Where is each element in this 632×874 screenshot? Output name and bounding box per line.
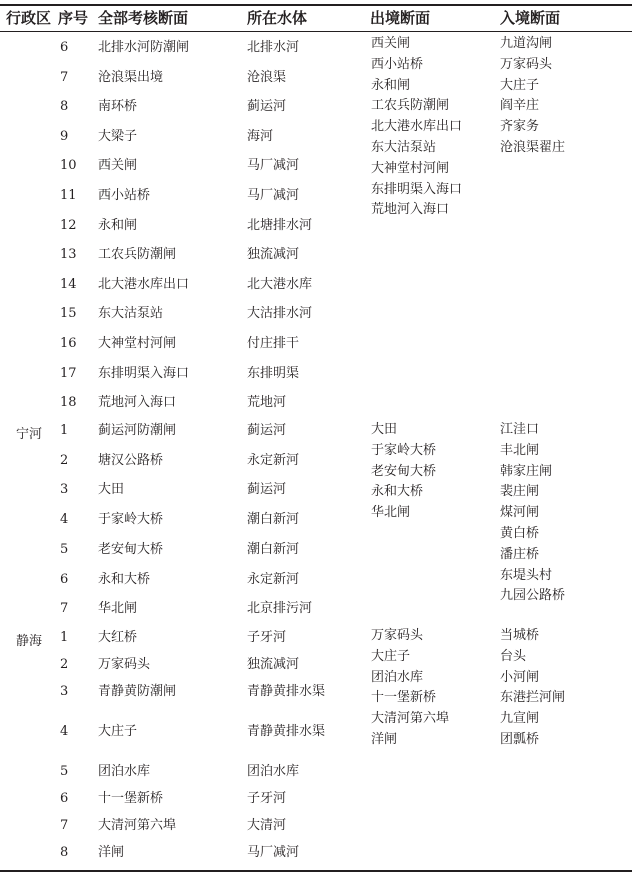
exit-section-item: 洋闸 [371,731,398,747]
exit-section-item: 老安甸大桥 [371,463,437,479]
row-water: 大清河 [247,818,287,833]
header-exit: 出境断面 [370,9,431,27]
row-water: 独流减河 [247,657,300,672]
row-section: 南环桥 [98,99,138,115]
row-seq: 18 [60,395,77,411]
row-seq: 1 [60,630,69,645]
row-water: 永定新河 [247,571,300,587]
row-section: 工农兵防潮闸 [98,247,177,263]
table-row [0,758,360,785]
entry-section-item: 韩家庄闸 [500,463,553,479]
table-row [0,241,360,271]
table-row [0,536,360,566]
row-section: 青静黄防潮闸 [98,684,177,699]
top-rule [0,4,632,6]
row-section: 永和大桥 [98,571,151,587]
table-row [0,389,360,419]
row-water: 青静黄排水渠 [247,684,326,699]
table-row [0,182,360,212]
entry-section-item: 万家码头 [500,56,553,72]
row-water: 青静黄排水渠 [247,724,326,739]
entry-section-item: 九道沟闸 [500,36,553,51]
row-seq: 5 [60,764,69,779]
exit-section-item: 大神堂村河闸 [371,160,450,176]
entry-section-item: 台头 [500,648,527,664]
table-row [0,123,360,153]
row-seq: 10 [60,158,77,174]
row-section: 西关闸 [98,158,138,174]
row-seq: 11 [60,188,77,203]
entry-section-item: 黄白桥 [500,525,540,541]
row-water: 潮白新河 [247,541,300,557]
row-section: 蓟运河防潮闸 [98,423,177,438]
exit-section-item: 北大港水库出口 [371,119,463,135]
exit-section-list [371,34,462,221]
table-row [0,300,360,330]
row-section: 大田 [98,482,125,498]
row-water: 独流减河 [247,247,300,263]
row-water: 蓟运河 [247,99,287,115]
row-section: 团泊水库 [98,764,151,779]
entry-section-list [500,420,565,607]
row-section: 塘汉公路桥 [98,452,164,468]
table-row [0,566,360,596]
row-seq: 2 [60,657,69,672]
row-section: 北排水河防潮闸 [98,40,190,55]
row-seq: 6 [60,791,69,806]
row-seq: 7 [60,69,69,85]
row-water: 马厂减河 [247,158,300,174]
header-seq: 序号 [58,9,89,27]
row-section: 东排明渠入海口 [98,365,190,381]
row-seq: 9 [60,128,69,144]
entry-section-item: 团瓢桥 [500,731,540,747]
row-seq: 3 [60,684,69,699]
exit-section-item: 东排明渠入海口 [371,181,463,197]
entry-section-item: 潘庄桥 [500,546,540,562]
entry-section-item: 东堤头村 [500,567,553,583]
row-seq: 15 [60,306,77,322]
header-water: 所在水体 [247,9,308,27]
row-water: 北排水河 [247,40,300,55]
row-seq: 3 [60,482,69,498]
entry-section-item: 九宣闸 [500,711,540,727]
row-seq: 4 [60,724,69,739]
exit-section-item: 于家岭大桥 [371,442,437,458]
row-section: 北大港水库出口 [98,276,190,292]
row-water: 永定新河 [247,452,300,468]
table-row [0,812,360,839]
row-seq: 16 [60,336,77,351]
row-seq: 14 [60,276,77,292]
row-water: 海河 [247,128,274,144]
bottom-rule [0,870,632,872]
row-water: 蓟运河 [247,423,287,438]
table-row [0,360,360,390]
exit-section-item: 十一堡新桥 [371,690,437,706]
row-section: 大庄子 [98,724,138,739]
table-row [0,624,360,651]
exit-section-item: 荒地河入海口 [371,202,450,218]
table-row [0,271,360,301]
row-water: 北京排污河 [247,601,313,617]
header-rule [0,31,632,32]
row-seq: 8 [60,99,69,115]
exit-section-item: 大田 [371,422,398,437]
table-row [0,152,360,182]
row-water: 北塘排水河 [247,217,313,233]
exit-section-item: 大清河第六埠 [371,711,450,727]
exit-section-item: 永和闸 [371,77,411,93]
row-water: 团泊水库 [247,764,300,779]
row-section: 永和闸 [98,217,138,233]
exit-section-list [371,420,436,524]
row-water: 马厂减河 [247,845,300,860]
exit-section-item: 华北闸 [371,505,411,521]
entry-section-item: 九园公路桥 [500,588,566,604]
header-section: 全部考核断面 [98,9,189,27]
exit-section-item: 大庄子 [371,648,411,664]
table-row [0,34,360,64]
row-seq: 6 [60,571,69,587]
row-water: 沧浪渠 [247,69,287,85]
row-water: 子牙河 [247,791,287,806]
row-seq: 7 [60,818,69,833]
entry-section-item: 齐家务 [500,119,540,135]
table-row [0,839,360,866]
row-seq: 7 [60,601,69,617]
row-seq: 13 [60,247,77,263]
entry-section-item: 煤河闸 [500,505,540,521]
table-row [0,785,360,812]
entry-section-item: 东港拦河闸 [500,690,566,706]
row-section: 洋闸 [98,845,125,860]
row-water: 东排明渠 [247,365,300,381]
row-section: 大梁子 [98,128,138,144]
exit-section-list [371,626,449,751]
entry-section-list [500,34,565,159]
table-row [0,417,360,447]
row-seq: 17 [60,365,77,381]
row-seq: 2 [60,452,69,468]
exit-section-item: 团泊水库 [371,669,424,685]
row-section: 于家岭大桥 [98,512,164,528]
row-section: 东大沽泵站 [98,306,164,322]
table-row [0,212,360,242]
row-water: 马厂减河 [247,188,300,203]
entry-section-item: 阎辛庄 [500,98,540,114]
entry-section-item: 江洼口 [500,422,540,437]
entry-section-item: 沧浪渠翟庄 [500,139,566,155]
row-water: 大沽排水河 [247,306,313,322]
row-section: 华北闸 [98,601,138,617]
row-seq: 4 [60,512,69,528]
table-row [0,64,360,94]
region-label: 宁河 [16,427,43,442]
exit-section-item: 工农兵防潮闸 [371,98,450,114]
header-region: 行政区 [6,9,52,27]
table-row [0,718,360,758]
row-seq: 12 [60,217,77,233]
table-row [0,678,360,718]
row-section: 荒地河入海口 [98,395,177,411]
table-row [0,93,360,123]
table-row [0,476,360,506]
row-seq: 6 [60,40,69,55]
table-row [0,330,360,360]
row-water: 子牙河 [247,630,287,645]
row-seq: 8 [60,845,69,860]
exit-section-item: 永和大桥 [371,484,424,500]
row-section: 大清河第六埠 [98,818,177,833]
row-water: 付庄排干 [247,336,300,351]
exit-section-item: 东大沽泵站 [371,139,437,155]
row-seq: 1 [60,423,69,438]
row-section: 十一堡新桥 [98,791,164,806]
entry-section-item: 大庄子 [500,77,540,93]
entry-section-item: 小河闸 [500,669,540,685]
row-water: 荒地河 [247,395,287,411]
table-row [0,651,360,678]
row-water: 蓟运河 [247,482,287,498]
exit-section-item: 万家码头 [371,628,424,643]
entry-section-item: 裴庄闸 [500,484,540,500]
row-section: 万家码头 [98,657,151,672]
table-row [0,506,360,536]
exit-section-item: 西关闸 [371,36,411,51]
entry-section-item: 当城桥 [500,628,540,643]
entry-section-list [500,626,565,751]
exit-section-item: 西小站桥 [371,56,424,72]
row-section: 大红桥 [98,630,138,645]
row-section: 西小站桥 [98,188,151,203]
row-seq: 5 [60,541,69,557]
header-entry: 入境断面 [500,9,561,27]
row-water: 潮白新河 [247,512,300,528]
region-label: 静海 [16,634,43,649]
table-row [0,595,360,625]
row-water: 北大港水库 [247,276,313,292]
row-section: 大神堂村河闸 [98,336,177,351]
entry-section-item: 丰北闸 [500,442,540,458]
row-section: 老安甸大桥 [98,541,164,557]
table-row [0,447,360,477]
row-section: 沧浪渠出境 [98,69,164,85]
